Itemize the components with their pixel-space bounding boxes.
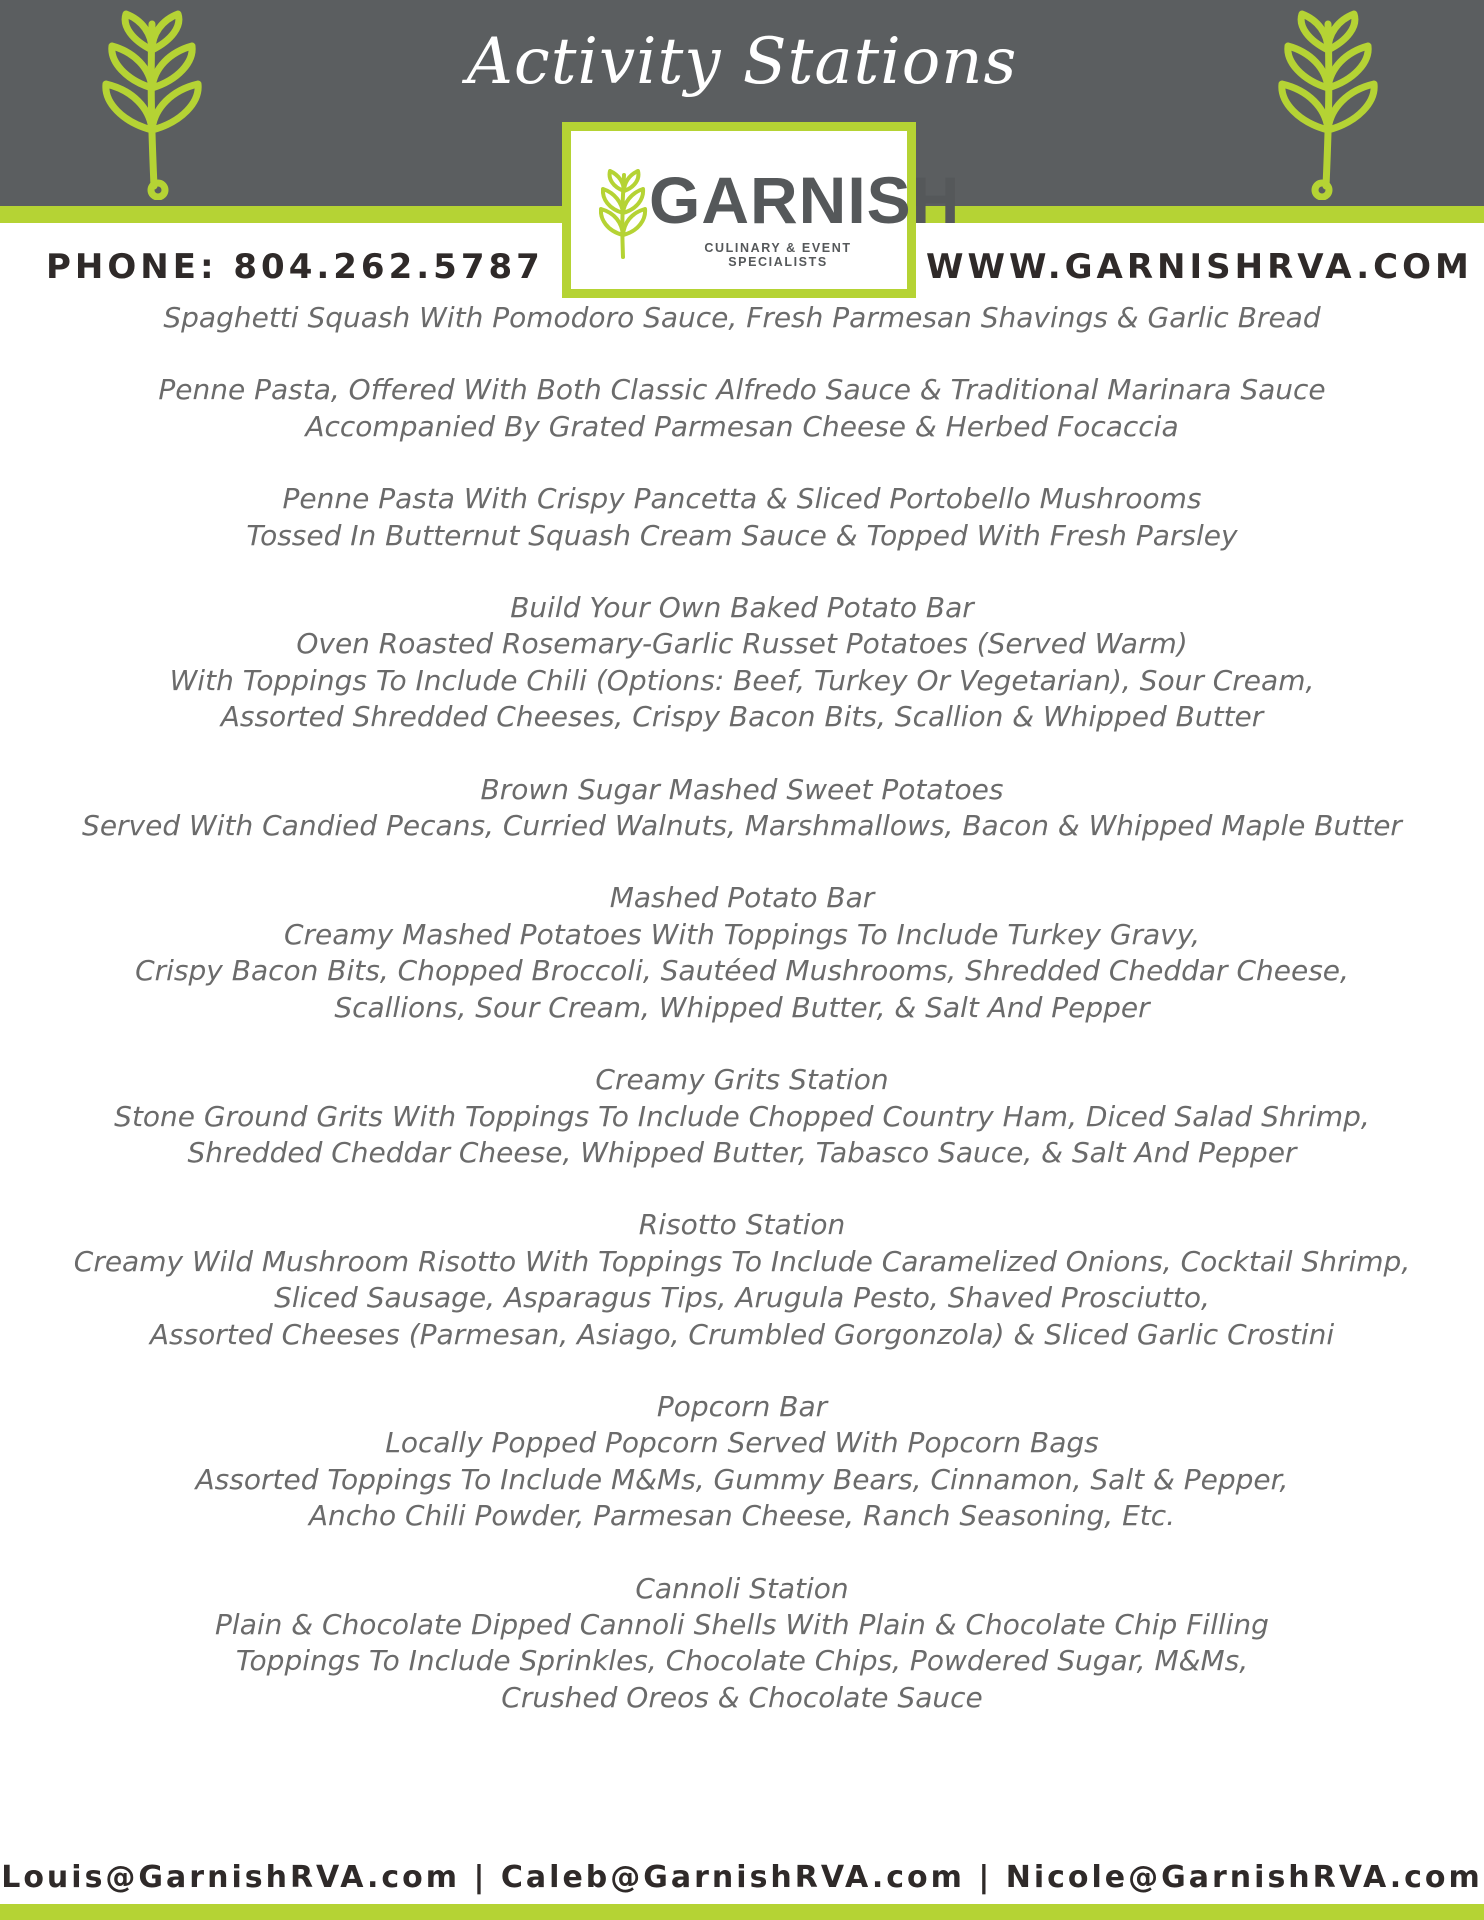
station-detail-line: Oven Roasted Rosemary-Garlic Russet Potatoes (Served Warm) <box>296 627 1188 661</box>
menu-station <box>0 1389 1484 1535</box>
station-detail-line: Assorted Toppings To Include M&Ms, Gummy Bears, Cinnamon, Salt & Pepper, <box>195 1462 1289 1496</box>
footer-emails: Louis@GarnishRVA.com | Caleb@GarnishRVA.com | Nicole@GarnishRVA.com <box>1 1860 1483 1895</box>
menu-station <box>0 1062 1484 1171</box>
station-title-line: Popcorn Bar <box>656 1389 828 1423</box>
station-title-line: Spaghetti Squash With Pomodoro Sauce, Fresh Parmesan Shavings & Garlic Bread <box>163 301 1321 334</box>
phone-number: PHONE: 804.262.5787 <box>46 247 544 287</box>
menu-station <box>0 772 1484 845</box>
station-detail-line: Shredded Cheddar Cheese, Whipped Butter, Tabasco Sauce, & Salt And Pepper <box>187 1135 1297 1169</box>
station-title-line: Brown Sugar Mashed Sweet Potatoes <box>480 772 1004 806</box>
garnish-logo <box>562 122 961 298</box>
page-title: Activity Stations <box>466 25 1018 99</box>
station-title-line: Penne Pasta With Crispy Pancetta & Sliced Portobello Mushrooms <box>282 482 1202 516</box>
station-detail-line: Creamy Mashed Potatoes With Toppings To Include Turkey Gravy, <box>283 917 1201 951</box>
menu-station <box>0 300 1484 336</box>
station-detail-line: With Toppings To Include Chili (Options: Beef, Turkey Or Vegetarian), Sour Cream, <box>169 663 1315 697</box>
website-url: WWW.GARNISHRVA.COM <box>926 247 1473 287</box>
station-detail-line: Creamy Wild Mushroom Risotto With Toppings To Include Caramelized Onions, Cocktail Shrimp, <box>73 1244 1411 1278</box>
station-detail-line: Accompanied By Grated Parmesan Cheese & Herbed Focaccia <box>305 409 1179 443</box>
menu-station <box>0 880 1484 1026</box>
station-detail-line: Stone Ground Grits With Toppings To Include Chopped Country Ham, Diced Salad Shrimp, <box>114 1099 1370 1133</box>
station-detail-line: Crispy Bacon Bits, Chopped Broccoli, Sautéed Mushrooms, Shredded Cheddar Cheese, <box>135 954 1349 988</box>
station-detail-line: Toppings To Include Sprinkles, Chocolate Chips, Powdered Sugar, M&Ms, <box>235 1644 1249 1678</box>
station-title-line: Build Your Own Baked Potato Bar <box>510 591 974 625</box>
menu-station <box>0 1207 1484 1353</box>
menu-station <box>0 481 1484 554</box>
menu-list <box>0 300 1484 1716</box>
station-detail-line: Assorted Cheeses (Parmesan, Asiago, Crumbled Gorgonzola) & Sliced Garlic Crostini <box>149 1317 1335 1351</box>
station-detail-line: Crushed Oreos & Chocolate Sauce <box>501 1680 983 1714</box>
logo-wordmark: GARNISH <box>649 163 961 237</box>
station-detail-line: Assorted Shredded Cheeses, Crispy Bacon Bits, Scallion & Whipped Butter <box>220 700 1264 734</box>
station-detail-line: Plain & Chocolate Dipped Cannoli Shells With Plain & Chocolate Chip Filling <box>215 1607 1269 1641</box>
station-title-line: Mashed Potato Bar <box>609 881 875 915</box>
menu-station <box>0 590 1484 736</box>
station-detail-line: Scallions, Sour Cream, Whipped Butter, & Salt And Pepper <box>334 990 1150 1024</box>
station-detail-line: Tossed In Butternut Squash Cream Sauce & Topped With Fresh Parsley <box>246 518 1238 552</box>
station-detail-line: Sliced Sausage, Asparagus Tips, Arugula Pesto, Shaved Prosciutto, <box>274 1281 1210 1315</box>
station-title-line: Penne Pasta, Offered With Both Classic Alfredo Sauce & Traditional Marinara Sauce <box>158 373 1326 407</box>
station-detail-line: Ancho Chili Powder, Parmesan Cheese, Ranch Seasoning, Etc. <box>308 1499 1176 1533</box>
station-detail-line: Served With Candied Pecans, Curried Walnuts, Marshmallows, Bacon & Whipped Maple Butter <box>82 809 1402 843</box>
station-title-line: Creamy Grits Station <box>595 1063 889 1097</box>
garnish-leaf-logo-icon <box>599 169 649 261</box>
menu-station <box>0 372 1484 445</box>
logo-tagline: CULINARY & EVENT SPECIALISTS <box>704 241 852 269</box>
station-title-line: Risotto Station <box>638 1208 846 1242</box>
footer-accent-stripe <box>0 1904 1484 1920</box>
station-title-line: Cannoli Station <box>635 1571 849 1605</box>
station-detail-line: Locally Popped Popcorn Served With Popcorn Bags <box>385 1426 1099 1460</box>
menu-station <box>0 1571 1484 1717</box>
